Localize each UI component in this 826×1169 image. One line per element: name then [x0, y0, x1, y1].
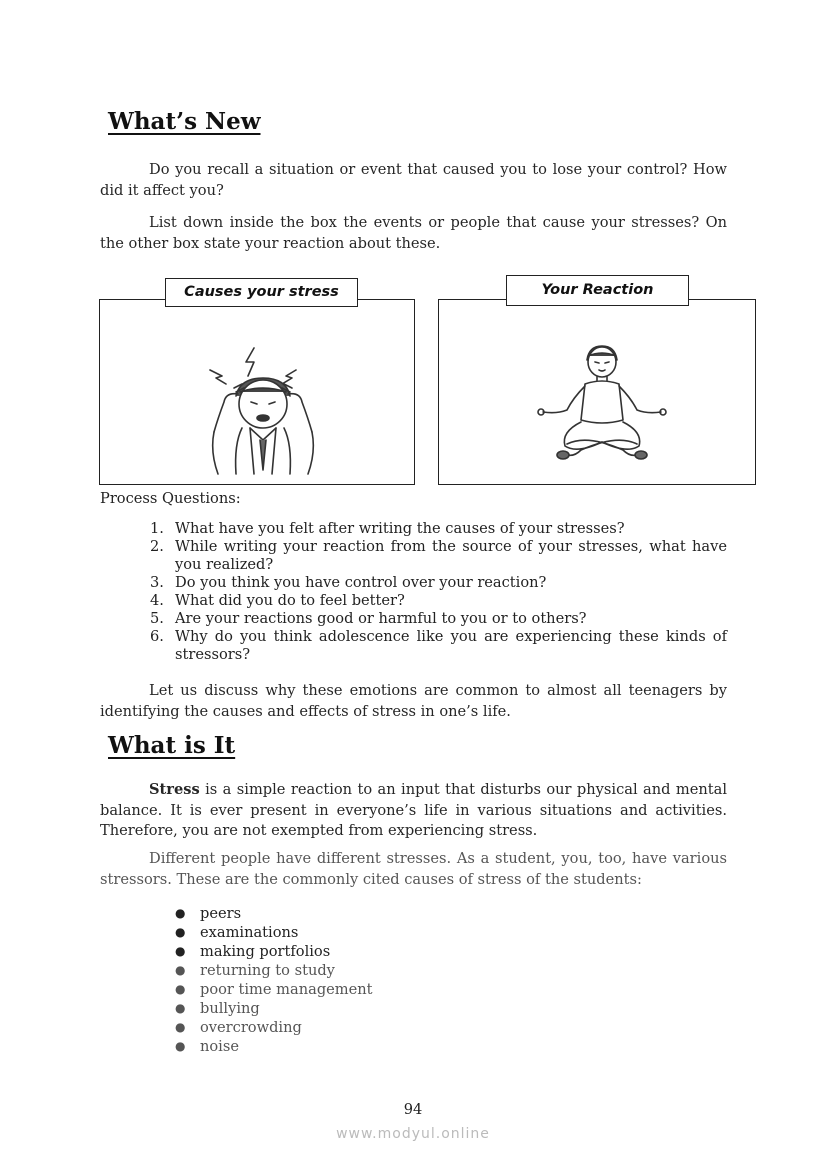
question-item: 2. While writing your reaction from the source of your stresses, what have you realized?	[150, 538, 727, 573]
causes-label: Causes your stress	[165, 278, 358, 307]
watermark: www.modyul.online	[336, 1126, 490, 1142]
question-item: 6. Why do you think adolescence like you are experiencing these kinds of stressors?	[150, 628, 727, 663]
reaction-label: Your Reaction	[506, 275, 689, 306]
causes-box	[99, 299, 415, 485]
stressors-intro-paragraph: Different people have different stresses. As a student, you, too, have various stressors. These are the commonly cited causes of stress of the students:	[100, 850, 727, 888]
whats-new-paragraph-1: Do you recall a situation or event that caused you to lose your control? How did it affect you?	[100, 161, 727, 199]
process-questions-list	[150, 520, 727, 664]
list-item: ● making portfolios	[175, 943, 331, 960]
page-number: 94	[403, 1101, 423, 1118]
list-item: ● overcrowding	[175, 1019, 302, 1036]
question-item: 3. Do you think you have control over your reaction?	[150, 574, 547, 591]
question-item: 1. What have you felt after writing the causes of your stresses?	[150, 520, 625, 537]
process-questions-title: Process Questions:	[100, 490, 241, 507]
stressed-person-illustration	[188, 340, 338, 475]
stress-causes-list	[175, 904, 373, 1056]
list-item: ● poor time management	[175, 981, 373, 998]
reaction-box	[438, 299, 756, 485]
list-item: ● bullying	[175, 1000, 260, 1017]
question-item: 4. What did you do to feel better?	[150, 592, 405, 609]
list-item: ● peers	[175, 905, 242, 922]
process-closing-paragraph: Let us discuss why these emotions are common to almost all teenagers by identifying the causes and effects of stress in one’s life.	[100, 682, 727, 720]
what-is-it-heading: What is It	[108, 732, 236, 759]
question-item: 5. Are your reactions good or harmful to you or to others?	[150, 610, 587, 627]
list-item: ● returning to study	[175, 962, 335, 979]
list-item: ● noise	[175, 1038, 239, 1055]
stress-definition-paragraph: Stress is a simple reaction to an input that disturbs our physical and mental balance. It is ever present in everyone’s life in various situations and activities. Therefore, you are not exempted from experiencing stress.	[100, 781, 727, 839]
stress-term: Stress	[149, 781, 200, 798]
meditating-person-illustration	[527, 342, 677, 467]
whats-new-paragraph-2: List down inside the box the events or people that cause your stresses? On the other box state your reaction about these.	[100, 214, 727, 252]
whats-new-heading: What’s New	[108, 108, 261, 135]
list-item: ● examinations	[175, 924, 299, 941]
